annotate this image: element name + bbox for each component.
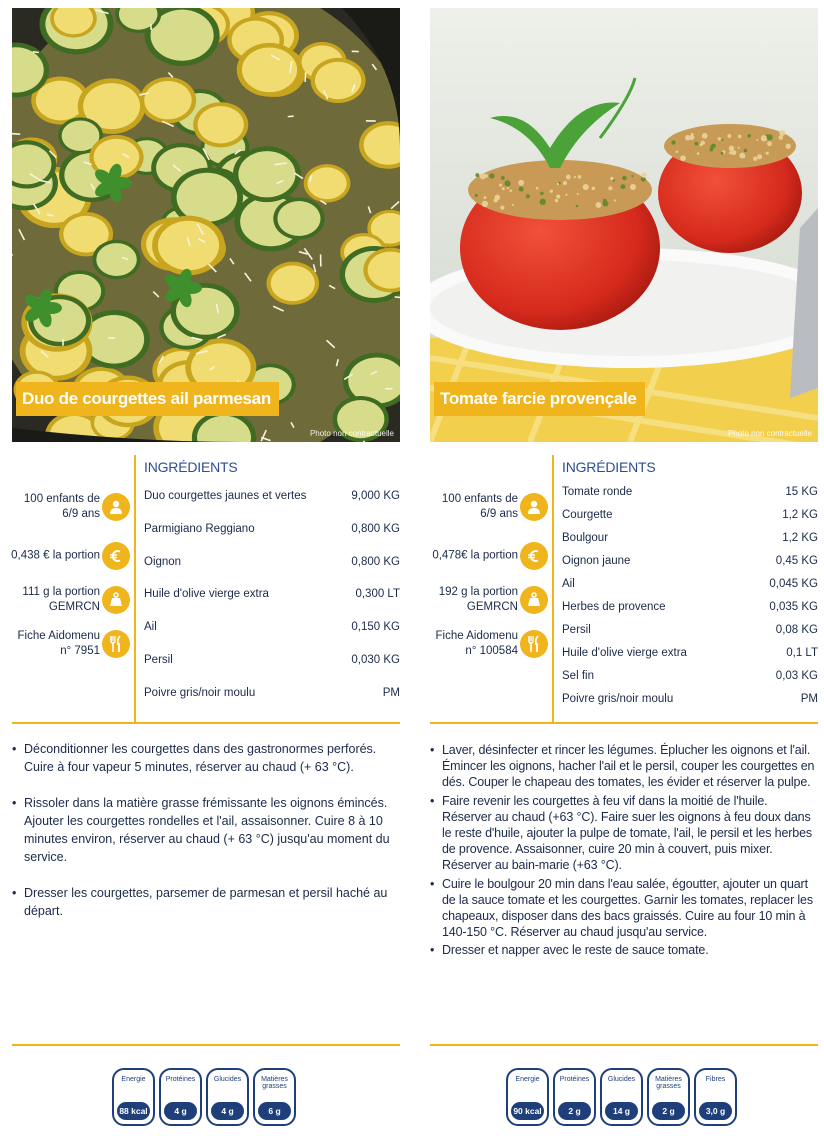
cutlery-icon <box>520 630 548 658</box>
nutrition-label: Protéines <box>165 1076 196 1083</box>
nutrition-badge <box>647 1068 690 1126</box>
ingredient-quantity: 0,45 KG <box>775 555 818 567</box>
ingredient-name: Huile d'olive vierge extra <box>562 647 687 659</box>
euro-icon <box>102 542 130 570</box>
nutrition-label: Glucides <box>213 1076 242 1083</box>
ingredient-row <box>562 647 818 663</box>
euro-icon <box>520 542 548 570</box>
ingredient-quantity: 0,800 KG <box>351 522 400 535</box>
nutrition-label: Fibres <box>705 1076 726 1083</box>
recipe-info <box>430 455 818 723</box>
nutrition-value: 90 kcal <box>511 1102 544 1120</box>
ingredients-heading: INGRÉDIENTS <box>144 459 238 475</box>
divider <box>134 455 136 723</box>
ingredient-name: Persil <box>144 654 173 666</box>
nutrition-value: 6 g <box>258 1102 291 1120</box>
stat-text: Fiche Aidomenu n° 100584 <box>435 630 518 657</box>
nutrition-label: Energie <box>121 1076 146 1083</box>
nutrition-label: Matières grasses <box>261 1076 288 1090</box>
ingredient-quantity: 1,2 KG <box>782 532 818 544</box>
nutrition-label: Glucides <box>607 1076 636 1083</box>
recipe-title: Duo de courgettes ail parmesan <box>16 382 279 416</box>
recipe-photo <box>12 8 400 442</box>
nutrition-badge <box>553 1068 596 1126</box>
nutrition-value: 4 g <box>211 1102 244 1120</box>
ingredient-name: Boulgour <box>562 532 609 544</box>
ingredient-row <box>562 624 818 640</box>
person-icon <box>520 493 548 521</box>
stat-text: 100 enfants de 6/9 ans <box>441 493 518 520</box>
photo-disclaimer: Photo non contractuelle <box>309 429 394 438</box>
preparation-step: • Cuire le boulgour 20 min dans l'eau salée, égoutter, ajouter un quart de la sauce tomate et les courgettes. Garnir les tomates, replacer les chapeaux, disposer dans des bacs graissés. Cuire au four 10 min à 140-150 °C. Réserver au chaud jusqu'au service. <box>430 876 818 941</box>
stat-text: 111 g la portion GEMRCN <box>22 586 100 613</box>
ingredient-name: Poivre gris/noir moulu <box>144 686 256 699</box>
ingredient-row <box>562 578 818 594</box>
nutrition-label: Protéines <box>559 1076 590 1083</box>
cutlery-icon <box>102 630 130 658</box>
ingredient-name: Sel fin <box>562 670 594 682</box>
ingredient-row <box>562 670 818 686</box>
ingredient-quantity: 0,030 KG <box>351 654 400 666</box>
divider <box>552 455 554 723</box>
ingredient-name: Parmigiano Reggiano <box>144 522 255 535</box>
stat-item <box>12 536 130 576</box>
ingredient-quantity: 0,800 KG <box>351 555 400 568</box>
recipe-title: Tomate farcie provençale <box>434 382 645 416</box>
stat-text: Fiche Aidomenu n° 7951 <box>17 630 100 657</box>
nutrition-value: 2 g <box>558 1102 591 1120</box>
ingredient-quantity: PM <box>800 693 818 705</box>
nutrition-label: Matières grasses <box>655 1076 682 1090</box>
ingredient-row <box>144 523 400 539</box>
stat-item <box>12 580 130 620</box>
ingredient-row <box>562 601 818 617</box>
zucchini-photo-illustration <box>12 8 400 442</box>
ingredient-quantity: 0,08 KG <box>775 624 818 636</box>
ingredient-row <box>144 490 400 506</box>
ingredient-name: Duo courgettes jaunes et vertes <box>144 490 307 502</box>
ingredient-row <box>144 621 400 637</box>
stat-item <box>12 487 130 527</box>
section-separator <box>12 722 400 724</box>
preparation-step: • Dresser et napper avec le reste de sauce tomate. <box>430 942 818 958</box>
preparation-steps <box>12 740 400 938</box>
ingredient-quantity: 0,045 KG <box>769 578 818 590</box>
recipe-card-courgettes <box>12 0 400 1136</box>
nutrition-badge <box>694 1068 737 1126</box>
recipe-card-tomate <box>430 0 818 1136</box>
ingredient-name: Oignon jaune <box>562 555 631 567</box>
ingredient-name: Oignon <box>144 555 182 568</box>
ingredient-row <box>562 693 818 709</box>
nutrition-badge <box>112 1068 155 1126</box>
nutrition-label: Energie <box>515 1076 540 1083</box>
section-separator <box>430 722 818 724</box>
stat-text: 0,478€ la portion <box>432 549 518 562</box>
weight-icon <box>102 586 130 614</box>
ingredient-row <box>562 486 818 502</box>
ingredient-quantity: 0,03 KG <box>775 670 818 682</box>
stat-item <box>430 536 548 576</box>
preparation-step: • Laver, désinfecter et rincer les légumes. Éplucher les oignons et l'ail. Émincer les oignons, hacher l'ail et le persil, couper les courgettes en dés. Couper le chapeau des tomates, les évider et réserver la pulpe. <box>430 742 818 791</box>
recipe-info <box>12 455 400 723</box>
ingredient-quantity: 0,150 KG <box>351 621 400 634</box>
nutrition-value: 14 g <box>605 1102 638 1120</box>
ingredient-row <box>144 556 400 572</box>
nutrition-value: 4 g <box>164 1102 197 1120</box>
stat-text: 0,438 € la portion <box>11 549 100 562</box>
ingredient-quantity: 15 KG <box>785 486 818 498</box>
ingredient-quantity: 9,000 KG <box>351 490 400 502</box>
ingredient-name: Courgette <box>562 509 613 521</box>
preparation-step: • Faire revenir les courgettes à feu vif dans la moitié de l'huile. Réserver au chaud (+63 °C). Faire suer les oignons à feu doux dans le reste d'huile, ajouter la pulpe de tomate, l'ail, le persil et les herbes de provence. Assaisonner, cuire 20 min à couvert, puis mixer. Réserver au bain-marie (+63 °C). <box>430 793 818 874</box>
ingredient-name: Ail <box>562 578 575 590</box>
nutrition-badge <box>206 1068 249 1126</box>
nutrition-value: 3,0 g <box>699 1102 732 1120</box>
stat-text: 192 g la portion GEMRCN <box>438 586 518 613</box>
person-icon <box>102 493 130 521</box>
ingredients-heading: INGRÉDIENTS <box>562 459 656 475</box>
ingredient-row <box>144 687 400 703</box>
preparation-steps <box>430 742 818 961</box>
recipe-photo <box>430 8 818 442</box>
preparation-step: • Déconditionner les courgettes dans des gastronormes perforés. Cuire à four vapeur 5 minutes, réserver au chaud (+ 63 °C). <box>12 740 400 776</box>
ingredient-row <box>562 509 818 525</box>
ingredient-name: Tomate ronde <box>562 486 633 498</box>
photo-disclaimer: Photo non contractuelle <box>727 429 812 438</box>
section-separator <box>12 1044 400 1046</box>
ingredient-row <box>562 555 818 571</box>
weight-icon <box>520 586 548 614</box>
nutrition-badge <box>253 1068 296 1126</box>
nutrition-badge <box>506 1068 549 1126</box>
ingredient-name: Huile d'olive vierge extra <box>144 588 269 601</box>
section-separator <box>430 1044 818 1046</box>
ingredient-quantity: 0,300 LT <box>355 588 400 601</box>
stat-item <box>430 487 548 527</box>
preparation-step: • Rissoler dans la matière grasse frémissante les oignons émincés. Ajouter les courgettes rondelles et l'ail, assaisonner. Cuire 8 à 10 minutes environ, réserver au chaud (+ 63 °C) jusqu'au moment du service. <box>12 794 400 866</box>
nutrition-badge <box>159 1068 202 1126</box>
stat-item <box>12 624 130 664</box>
nutrition-badge <box>600 1068 643 1126</box>
ingredient-quantity: 1,2 KG <box>782 509 818 521</box>
nutrition-value: 88 kcal <box>117 1102 150 1120</box>
stat-text: 100 enfants de 6/9 ans <box>23 493 100 520</box>
nutrition-badges <box>506 1068 737 1126</box>
ingredient-quantity: 0,1 LT <box>786 647 818 659</box>
ingredient-quantity: 0,035 KG <box>769 601 818 613</box>
ingredient-row <box>562 532 818 548</box>
ingredient-name: Herbes de provence <box>562 601 666 613</box>
ingredient-row <box>144 654 400 670</box>
nutrition-value: 2 g <box>652 1102 685 1120</box>
ingredient-quantity: PM <box>382 686 400 699</box>
nutrition-badges <box>112 1068 296 1126</box>
ingredient-name: Persil <box>562 624 591 636</box>
stuffed-tomato-photo-illustration <box>430 8 818 442</box>
stat-item <box>430 580 548 620</box>
stat-item <box>430 624 548 664</box>
ingredient-name: Poivre gris/noir moulu <box>562 693 674 705</box>
ingredient-name: Ail <box>144 621 157 634</box>
preparation-step: • Dresser les courgettes, parsemer de parmesan et persil haché au départ. <box>12 884 400 920</box>
ingredient-row <box>144 588 400 604</box>
